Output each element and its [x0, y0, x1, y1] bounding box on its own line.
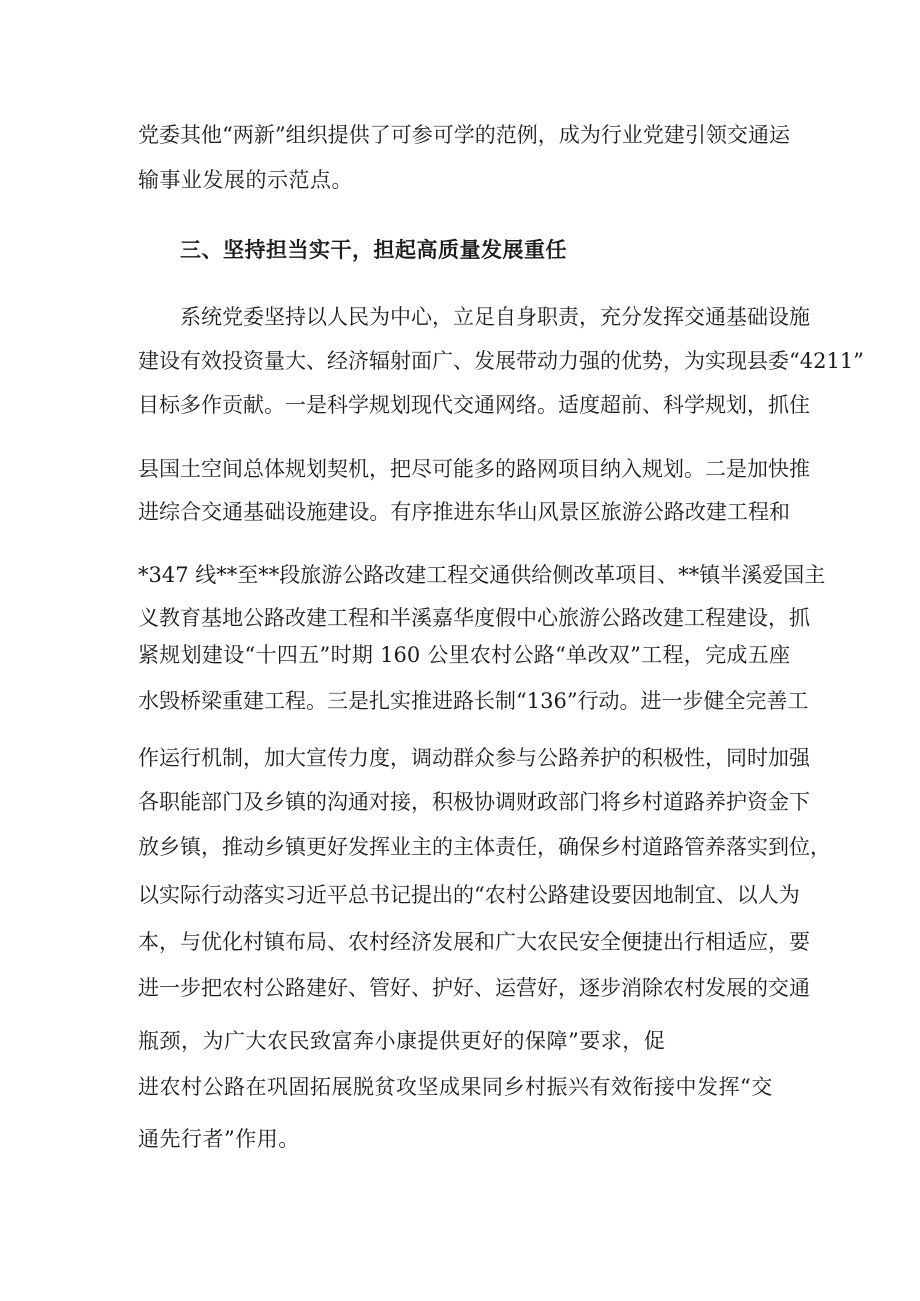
body-line-2: 建设有效投资量大、经济辐射面广、发展带动力强的优势，为实现县委“4211”	[138, 349, 864, 373]
body-line-15: 进一步把农村公路建好、管好、护好、运营好，逐步消除农村发展的交通	[138, 976, 810, 1000]
intro-line-2: 输事业发展的示范点。	[138, 168, 353, 192]
body-line-5: 进综合交通基础设施建设。有序推进东华山风景区旅游公路改建工程和	[138, 500, 790, 524]
body-line-3: 目标多作贡献。一是科学规划现代交通网络。适度超前、科学规划，抓住	[138, 393, 810, 417]
body-line-6: *347 线**至**段旅游公路改建工程交通供给侧改革项目、**镇半溪爱国主	[138, 563, 826, 587]
body-line-1: 系统党委坚持以人民为中心，立足自身职责，充分发挥交通基础设施	[180, 305, 810, 329]
section-heading: 三、坚持担当实干，担起高质量发展重任	[180, 238, 567, 262]
intro-line-1: 党委其他“两新”组织提供了可参可学的范例，成为行业党建引领交通运	[138, 123, 790, 147]
tail-line-1: 进农村公路在巩固拓展脱贫攻坚成果同乡村振兴有效衔接中发挥“交	[138, 1075, 773, 1099]
body-line-16: 瓶颈，为广大农民致富奔小康提供更好的保障”要求，促	[138, 1029, 666, 1053]
body-line-12: 放乡镇，推动乡镇更好发挥业主的主体责任，确保乡村道路管养落实到位，	[138, 835, 831, 859]
body-line-14: 本，与优化村镇布局、农村经济发展和广大农民安全便捷出行相适应，要	[138, 930, 810, 954]
body-line-8: 紧规划建设“十四五”时期 160 公里农村公路“单改双”工程，完成五座	[138, 643, 790, 667]
body-line-10: 作运行机制，加大宣传力度，调动群众参与公路养护的积极性，同时加强	[138, 746, 810, 770]
tail-line-2: 通先行者”作用。	[138, 1127, 300, 1151]
body-line-7: 义教育基地公路改建工程和半溪嘉华度假中心旅游公路改建工程建设，抓	[138, 606, 810, 630]
body-line-9: 水毁桥梁重建工程。三是扎实推进路长制“136”行动。进一步健全完善工	[138, 689, 809, 713]
body-line-4: 县国土空间总体规划契机，把尽可能多的路网项目纳入规划。二是加快推	[138, 457, 810, 481]
body-line-11: 各职能部门及乡镇的沟通对接，积极协调财政部门将乡村道路养护资金下	[138, 790, 810, 814]
body-line-13: 以实际行动落实习近平总书记提出的“农村公路建设要因地制宜、以人为	[138, 883, 800, 907]
